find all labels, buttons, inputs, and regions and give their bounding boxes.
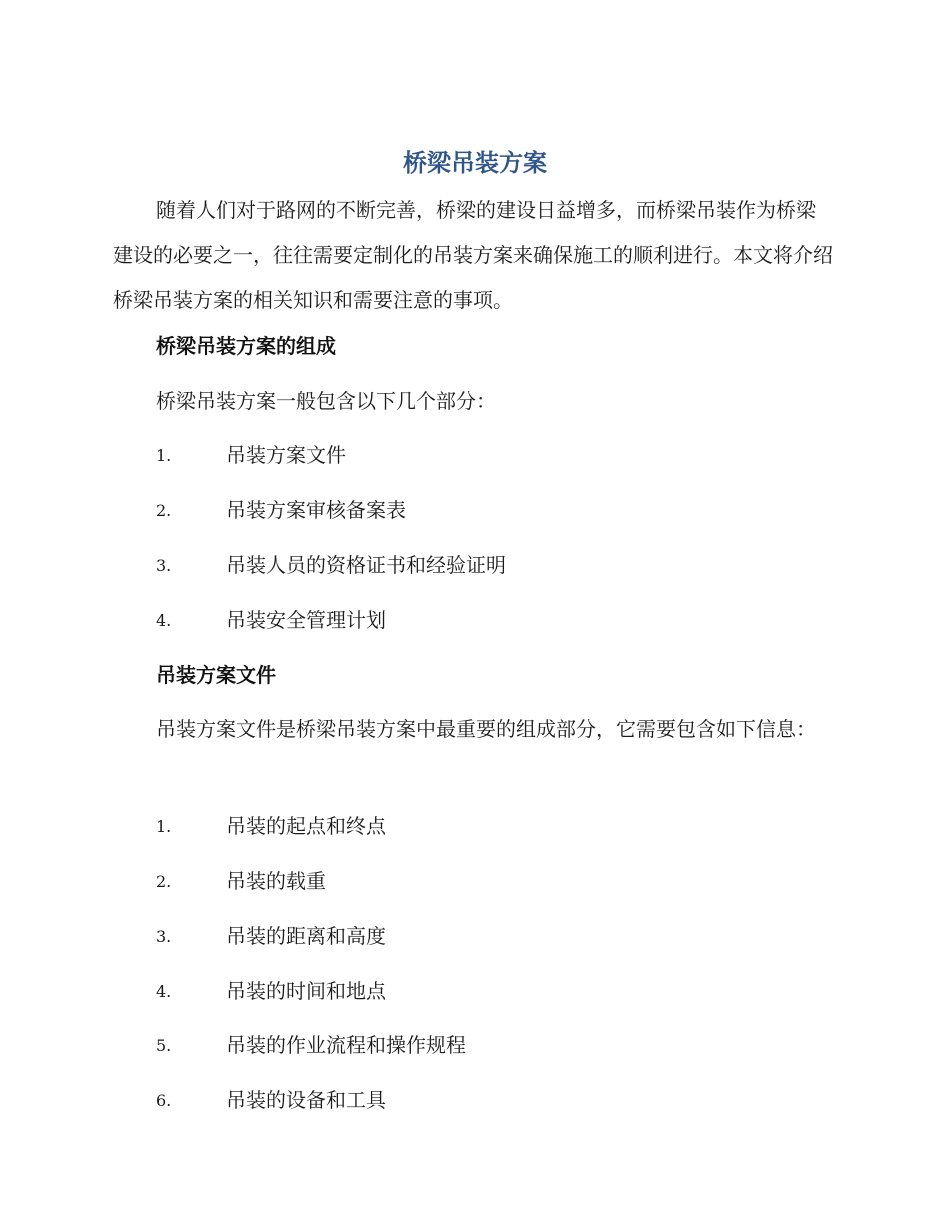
list-item — [156, 440, 836, 470]
list-number: 2. — [156, 872, 172, 891]
list-text: 吊装的时间和地点 — [226, 979, 386, 1003]
list-item — [156, 921, 836, 951]
list-item — [156, 605, 836, 635]
list-text: 吊装方案审核备案表 — [226, 498, 406, 522]
list-text: 吊装的设备和工具 — [226, 1088, 386, 1112]
list-number: 6. — [156, 1091, 172, 1110]
list-item — [156, 550, 836, 580]
list-text: 吊装的载重 — [226, 869, 326, 893]
list-number: 4. — [156, 611, 172, 630]
section-heading-composition: 桥梁吊装方案的组成 — [156, 334, 336, 358]
section-heading-plan-document: 吊装方案文件 — [156, 663, 276, 687]
list-text: 吊装安全管理计划 — [226, 608, 386, 632]
list-item — [156, 866, 836, 896]
list-number: 1. — [156, 817, 172, 836]
list-number: 4. — [156, 982, 172, 1001]
list-text: 吊装人员的资格证书和经验证明 — [226, 553, 506, 577]
list-item — [156, 811, 836, 841]
document-title: 桥梁吊装方案 — [403, 149, 547, 177]
section-lead-composition: 桥梁吊装方案一般包含以下几个部分： — [156, 389, 496, 413]
list-item — [156, 1030, 836, 1060]
list-number: 3. — [156, 927, 172, 946]
list-text: 吊装方案文件 — [226, 443, 346, 467]
list-item — [156, 495, 836, 525]
list-text: 吊装的距离和高度 — [226, 924, 386, 948]
list-text: 吊装的起点和终点 — [226, 814, 386, 838]
list-text: 吊装的作业流程和操作规程 — [226, 1033, 466, 1057]
list-number: 1. — [156, 446, 172, 465]
list-number: 3. — [156, 556, 172, 575]
list-item — [156, 1085, 836, 1115]
list-item — [156, 976, 836, 1006]
list-number: 2. — [156, 501, 172, 520]
list-number: 5. — [156, 1036, 172, 1055]
section-lead-plan-document: 吊装方案文件是桥梁吊装方案中最重要的组成部分，它需要包含如下信息： — [156, 717, 816, 741]
intro-paragraph: 随着人们对于路网的不断完善，桥梁的建设日益增多，而桥梁吊装作为桥梁建设的必要之一，往往需要定制化的吊装方案来确保施工的顺利进行。本文将介绍桥梁吊装方案的相关知识和需要注意的事项。 — [113, 198, 833, 312]
